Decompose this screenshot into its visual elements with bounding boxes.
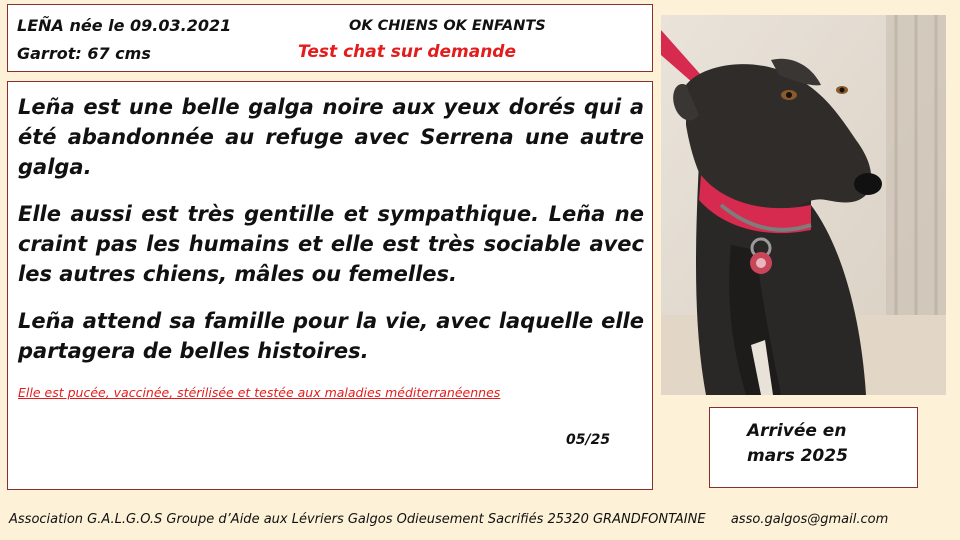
height-text: Garrot: 67 cms [17,44,151,63]
arrival-line-2: mars 2025 [747,446,848,466]
dog-name-dob: LEÑA née le 09.03.2021 [17,16,232,35]
association-info: Association G.A.L.G.O.S Groupe d’Aide aux Lévriers Galgos Odieusement Sacrifiés 25320 GRANDFONTAINE [9,512,706,527]
arrival-line-1: Arrivée en [747,421,847,441]
description-paragraph-3: Leña attend sa famille pour la vie, avec laquelle elle partagera de belles histoires. [18,309,644,363]
dog-photo-illustration [661,15,946,395]
health-note: Elle est pucée, vaccinée, stérilisée et testée aux maladies méditerranéennes [18,385,501,400]
dog-photo [661,15,946,395]
description-paragraph-2: Elle aussi est très gentille et sympathique. Leña ne craint pas les humains et elle est très sociable avec les autres chiens, mâles ou femelles. [18,202,644,286]
cat-test-text: Test chat sur demande [298,42,517,62]
association-email: asso.galgos@gmail.com [730,512,889,527]
date-code: 05/25 [566,432,611,448]
header-box [7,4,653,72]
description-box [7,81,653,490]
description-paragraph-1: Leña est une belle galga noire aux yeux dorés qui a été abandonnée au refuge avec Serrena une autre galga. [18,95,644,179]
compatibility-text: OK CHIENS OK ENFANTS [349,18,546,34]
footer [9,512,888,527]
arrival-box [709,407,918,488]
